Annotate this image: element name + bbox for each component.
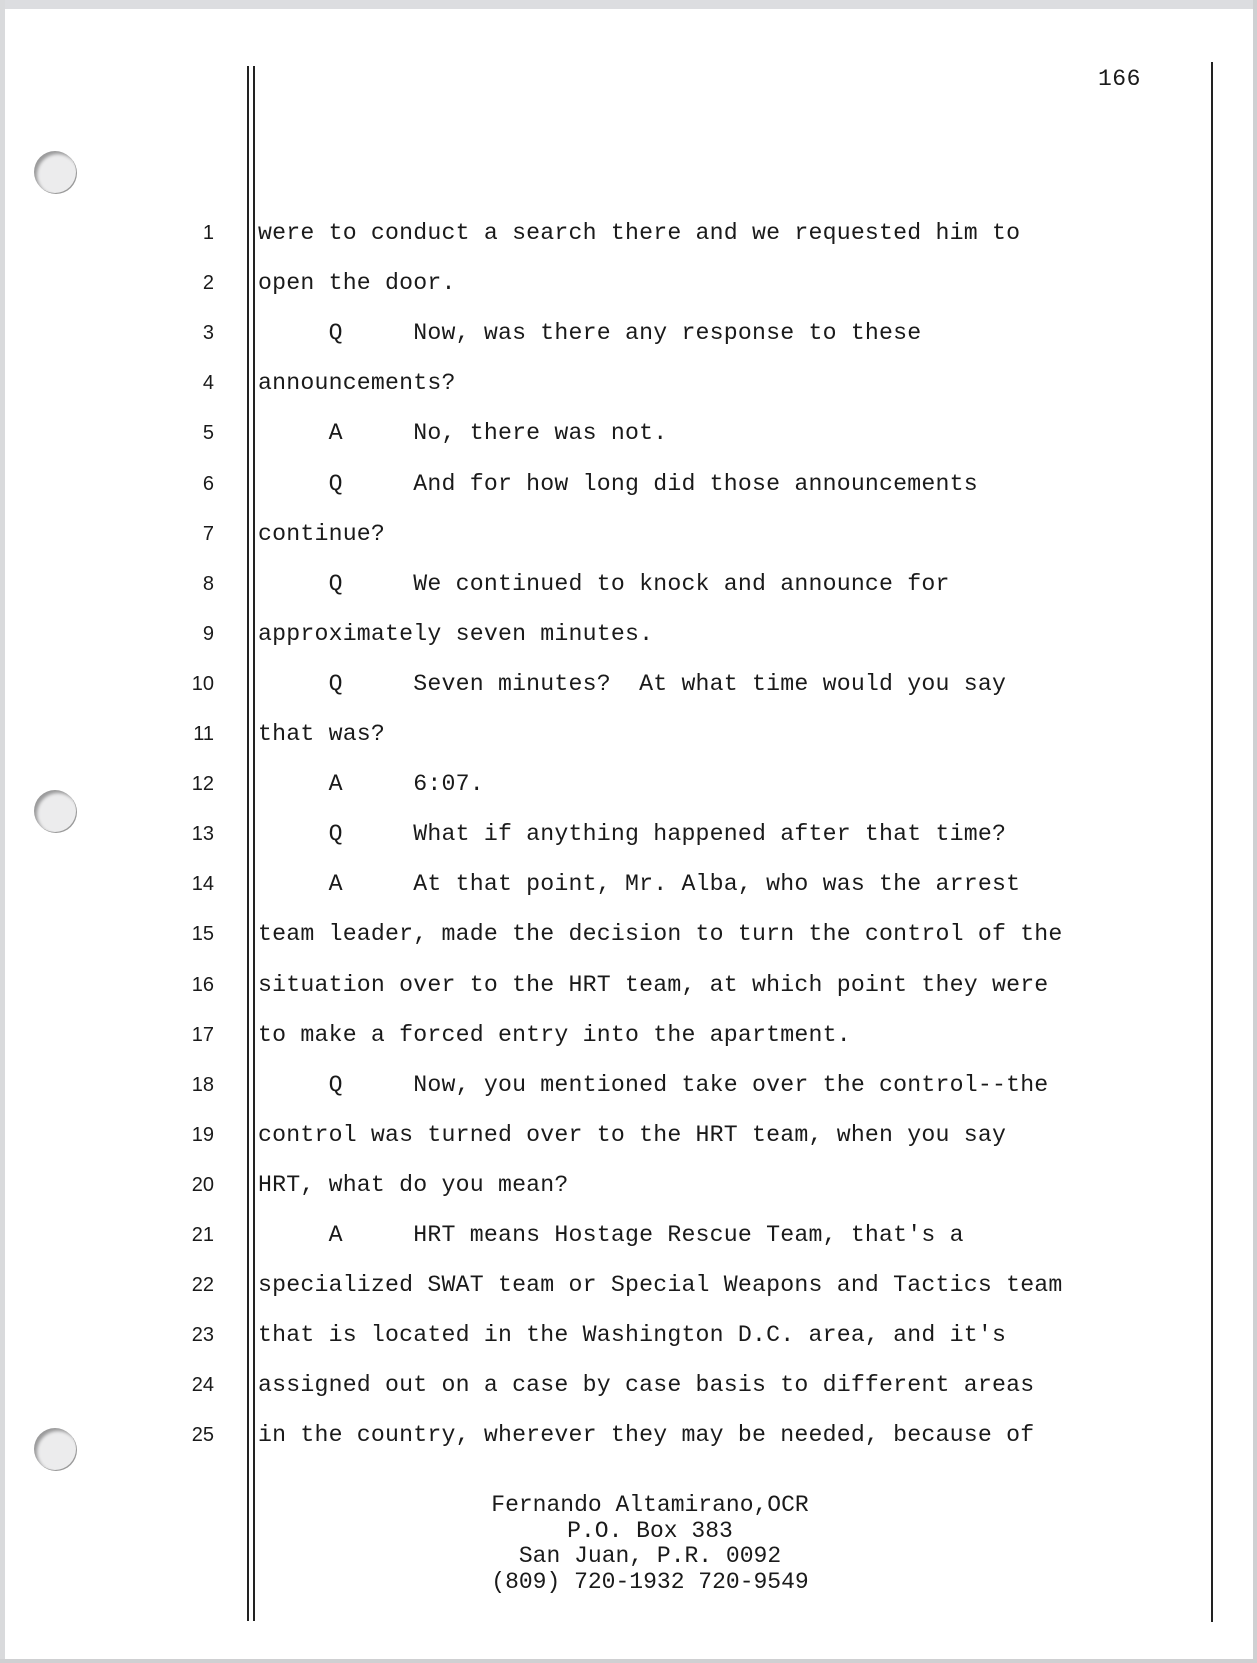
reporter-phone: (809) 720-1932 720-9549: [491, 1568, 809, 1595]
line-text: Q And for how long did those announcements: [258, 470, 978, 497]
transcript-line: [0, 714, 1257, 754]
line-number: 23: [191, 1324, 214, 1347]
line-number: 1: [202, 222, 214, 244]
reporter-address-box: P.O. Box 383: [567, 1517, 733, 1544]
line-text: team leader, made the decision to turn the control of the: [258, 921, 1063, 948]
transcript-line: [0, 864, 1257, 904]
line-number: 22: [191, 1274, 214, 1297]
transcript-line: [0, 1265, 1257, 1305]
line-number: 4: [202, 372, 214, 395]
line-number: 21: [191, 1224, 214, 1246]
line-number: 18: [191, 1073, 214, 1096]
transcript-line: [0, 1065, 1257, 1105]
line-text: A 6:07.: [258, 771, 484, 798]
transcript-line: [0, 464, 1257, 504]
transcript-line: [0, 1215, 1257, 1255]
line-text: situation over to the HRT team, at which point they were: [258, 971, 1049, 998]
line-number: 8: [202, 572, 214, 595]
transcript-line: [0, 914, 1257, 954]
transcript-line: [0, 1015, 1257, 1055]
transcript-line: [0, 263, 1257, 303]
line-text: Q Now, was there any response to these: [258, 320, 922, 347]
transcript-line: [0, 614, 1257, 654]
line-number: 9: [202, 622, 214, 645]
line-text: control was turned over to the HRT team, when you say: [258, 1121, 1007, 1148]
line-number: 17: [191, 1023, 214, 1046]
line-text: to make a forced entry into the apartment.: [258, 1021, 851, 1048]
line-text: in the country, wherever they may be needed, because of: [258, 1422, 1035, 1449]
line-number: 2: [202, 272, 214, 295]
line-text: specialized SWAT team or Special Weapons and Tactics team: [258, 1272, 1063, 1299]
line-text: were to conduct a search there and we requested him to: [258, 220, 1021, 246]
transcript-line: [0, 1115, 1257, 1155]
transcript-line: [0, 1315, 1257, 1355]
line-text: A No, there was not.: [258, 420, 668, 447]
line-number: 3: [202, 322, 214, 345]
line-number: 25: [191, 1424, 214, 1447]
transcript-line: [0, 965, 1257, 1005]
line-text: announcements?: [258, 370, 456, 397]
line-number: 5: [202, 422, 214, 445]
transcript-line: [0, 764, 1257, 804]
transcript-line: [0, 1165, 1257, 1205]
line-number: 20: [191, 1173, 214, 1196]
line-number: 16: [191, 973, 214, 996]
page-number: 166: [1098, 66, 1141, 92]
transcript-line: [0, 1365, 1257, 1405]
scan-top-edge: [0, 0, 1257, 9]
line-text: Q What if anything happened after that time?: [258, 821, 1007, 848]
line-number: 10: [191, 672, 214, 695]
line-text: HRT, what do you mean?: [258, 1171, 569, 1198]
transcript-line: [0, 213, 1257, 253]
line-text: that is located in the Washington D.C. area, and it's: [258, 1322, 1007, 1349]
line-number: 6: [202, 472, 214, 495]
line-text: continue?: [258, 520, 386, 547]
line-text: approximately seven minutes.: [258, 620, 654, 647]
line-number: 12: [191, 773, 214, 796]
transcript-line: [0, 664, 1257, 704]
line-text: that was?: [258, 721, 386, 747]
line-number: 13: [191, 823, 214, 846]
line-number: 11: [193, 723, 214, 745]
line-text: open the door.: [258, 270, 456, 297]
scan-bottom-edge: [0, 1659, 1257, 1663]
transcript-line: [0, 363, 1257, 403]
transcript-line: [0, 1415, 1257, 1455]
line-number: 24: [191, 1374, 214, 1397]
reporter-address-city: San Juan, P.R. 0092: [518, 1543, 782, 1569]
punch-hole-top: [34, 151, 76, 193]
line-text: A At that point, Mr. Alba, who was the arrest: [258, 871, 1021, 898]
line-number: 14: [191, 873, 214, 896]
transcript-line: [0, 564, 1257, 604]
reporter-footer: [400, 1493, 900, 1595]
transcript-line: [0, 413, 1257, 453]
line-number: 19: [191, 1123, 214, 1146]
line-text: A HRT means Hostage Rescue Team, that's a: [258, 1222, 964, 1248]
line-text: Q Seven minutes? At what time would you say: [258, 670, 1007, 697]
line-text: Q Now, you mentioned take over the control--the: [258, 1071, 1049, 1098]
line-text: assigned out on a case by case basis to different areas: [258, 1372, 1035, 1399]
line-number: 15: [191, 923, 214, 946]
transcript-line: [0, 814, 1257, 854]
line-number: 7: [202, 522, 214, 545]
transcript-line: [0, 514, 1257, 554]
line-text: Q We continued to knock and announce for: [258, 570, 950, 597]
transcript-line: [0, 313, 1257, 353]
reporter-name: Fernando Altamirano,OCR: [491, 1492, 809, 1518]
